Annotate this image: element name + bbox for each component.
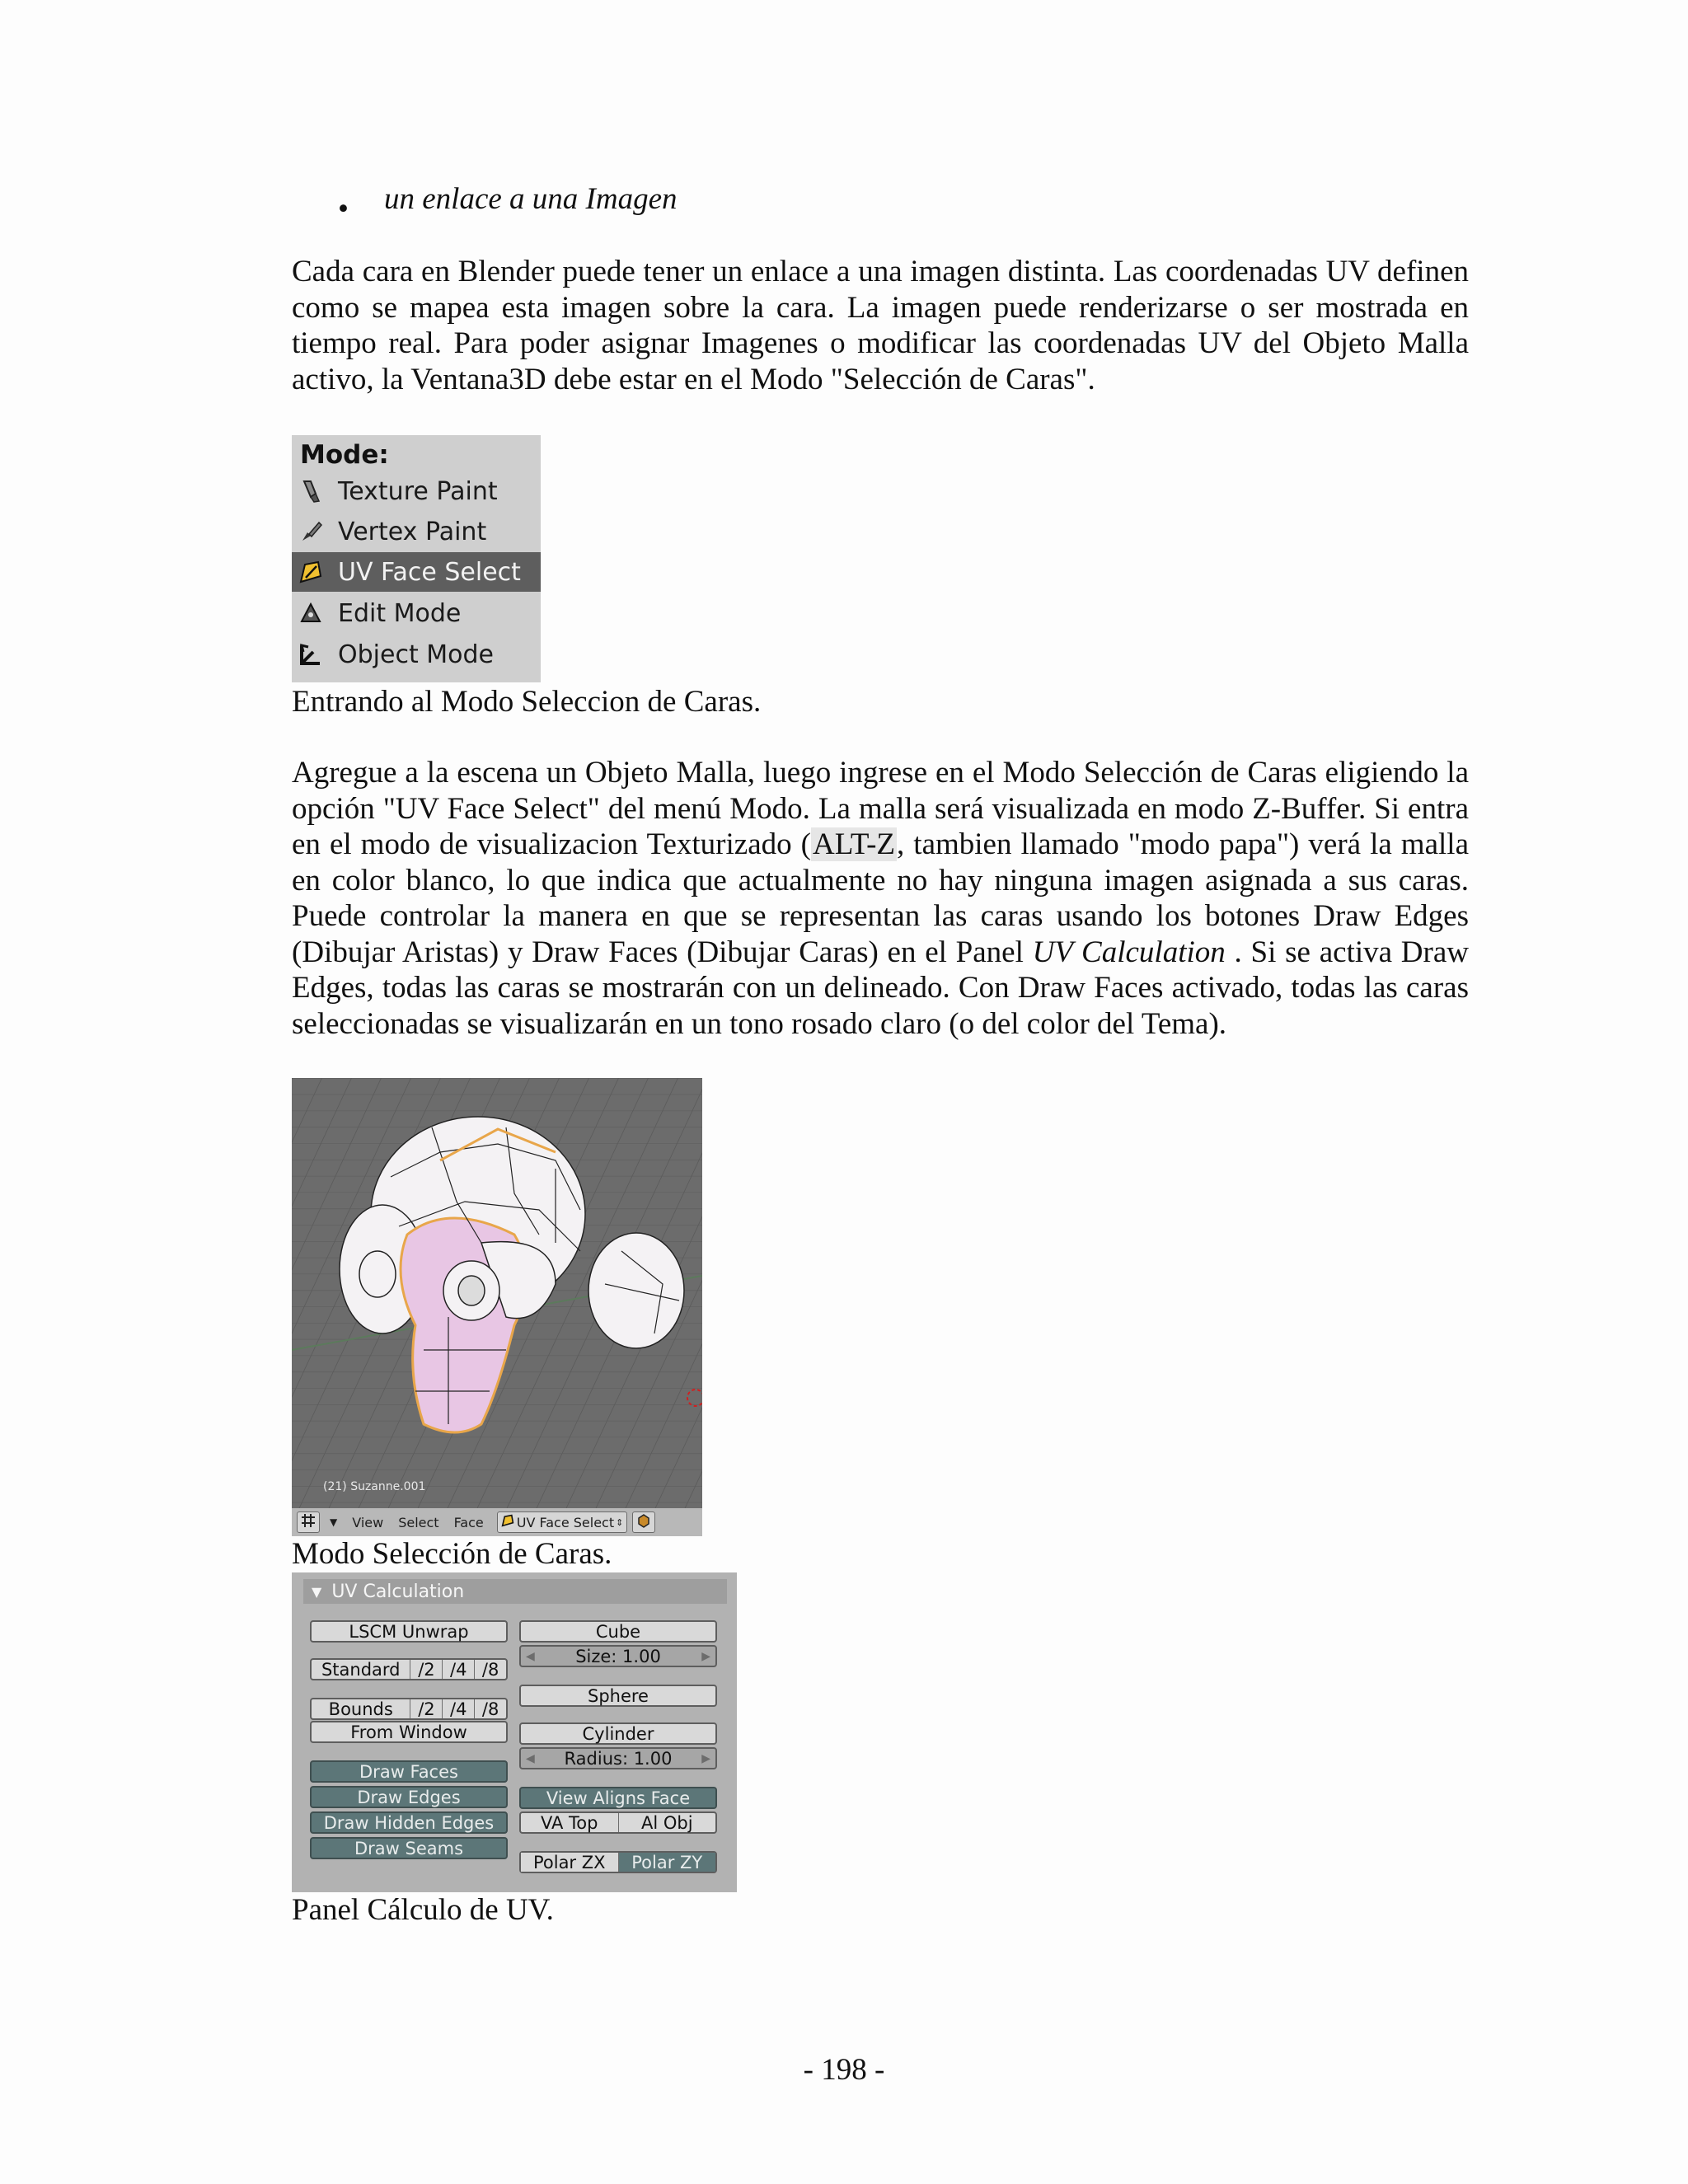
bounds-button-group [310,1698,508,1720]
mode-dropdown[interactable] [497,1511,628,1533]
editor-type-button[interactable] [297,1511,320,1533]
page-number: - 198 - [803,2053,885,2087]
caption-uv-panel: Panel Cálculo de UV. [292,1893,554,1927]
collapse-triangle-icon[interactable]: ▼ [330,1516,338,1528]
standard-button[interactable]: Standard [321,1659,401,1680]
menu-item-uv-face-select[interactable] [292,552,541,592]
bounds-div4-button[interactable]: /4 [442,1699,474,1718]
polar-zx-button[interactable]: Polar ZX [521,1853,618,1872]
bounds-div2-button[interactable]: /2 [410,1699,442,1718]
suzanne-mesh-render [292,1078,702,1508]
increment-arrow-icon[interactable]: ▶ [701,1649,710,1663]
shading-icon [636,1513,651,1531]
cylinder-button[interactable]: Cylinder [519,1722,717,1745]
draw-faces-toggle[interactable]: Draw Faces [310,1760,508,1783]
bullet-text: un enlace a una Imagen [384,182,678,216]
cube-size-value: Size: 1.00 [575,1646,661,1666]
decrement-arrow-icon[interactable]: ◀ [526,1649,535,1663]
view-aligns-face-toggle[interactable]: View Aligns Face [519,1787,717,1809]
draw-seams-toggle[interactable]: Draw Seams [310,1837,508,1859]
draw-type-dropdown[interactable] [632,1511,655,1533]
mode-menu-title: Mode: [300,440,389,470]
panel-header[interactable] [303,1579,727,1604]
standard-button-group [310,1658,508,1680]
al-obj-button[interactable]: Al Obj [618,1813,716,1832]
menu-item-edit-mode[interactable] [292,593,541,633]
menu-item-label: UV Face Select [338,557,521,587]
draw-edges-toggle[interactable]: Draw Edges [310,1786,508,1808]
uv-calculation-panel [292,1572,737,1892]
decrement-arrow-icon[interactable]: ◀ [526,1751,535,1765]
paragraph-text: Agregue a la escena un Objeto Malla, luego ingrese en el Modo Selección de Caras eligiendo la opción "UV Face Select" del menú Modo. La malla será visualizada en modo Z-Buffer. Si entra en el modo de visualizacion Texturizado ( [292,756,1469,861]
standard-div8-button[interactable]: /8 [474,1660,506,1679]
standard-div2-button[interactable]: /2 [410,1660,442,1679]
menu-item-label: Vertex Paint [338,517,487,546]
panel-name-reference: UV Calculation [1032,935,1226,969]
face-menu[interactable]: Face [453,1514,484,1530]
bounds-div8-button[interactable]: /8 [474,1699,506,1718]
paragraph-uv-face-select [292,755,1469,1042]
uv-face-icon [298,560,323,584]
menu-item-label: Texture Paint [338,476,498,506]
paint-icon [298,519,323,544]
menu-item-vertex-paint[interactable] [292,512,541,551]
uv-face-icon [501,1514,514,1530]
lscm-unwrap-button[interactable]: LSCM Unwrap [310,1620,508,1643]
from-window-button[interactable]: From Window [310,1721,508,1743]
viewport-header [292,1508,702,1536]
caption-viewport: Modo Selección de Caras. [292,1537,612,1571]
paragraph-text: . Si se activa Draw Edges, todas las caras se mostrarán con un delineado. Con Draw Faces activado, todas las caras seleccionadas se visualizarán en un tono rosado claro (o del color del Tema). [292,935,1469,1041]
object-icon [298,642,323,667]
dropdown-arrows-icon: ⇕ [616,1516,624,1528]
menu-item-label: Edit Mode [338,598,462,628]
mode-dropdown-label: UV Face Select [516,1514,615,1530]
polar-button-group [519,1851,717,1873]
mode-menu [292,435,541,682]
view-menu[interactable]: View [352,1514,384,1530]
caption-mode-menu: Entrando al Modo Seleccion de Caras. [292,685,762,719]
cube-size-field[interactable] [519,1645,717,1667]
align-button-group [519,1811,717,1834]
collapse-triangle-icon: ▼ [312,1583,322,1600]
grid-icon [301,1513,316,1531]
object-label: (21) Suzanne.001 [323,1480,426,1493]
select-menu[interactable]: Select [398,1514,439,1530]
polar-zy-button[interactable]: Polar ZY [618,1853,716,1872]
menu-item-texture-paint[interactable] [292,471,541,511]
cube-button[interactable]: Cube [519,1620,717,1643]
cylinder-radius-field[interactable] [519,1747,717,1769]
cylinder-radius-value: Radius: 1.00 [564,1748,673,1769]
bounds-button[interactable]: Bounds [328,1699,393,1719]
sphere-button[interactable]: Sphere [519,1685,717,1707]
shortcut-alt-z: ALT-Z [812,827,896,861]
standard-div4-button[interactable]: /4 [442,1660,474,1679]
increment-arrow-icon[interactable]: ▶ [701,1751,710,1765]
paragraph-intro: Cada cara en Blender puede tener un enlace a una imagen distinta. Las coordenadas UV definen como se mapea esta imagen sobre la cara. La imagen puede renderizarse o ser mostrada en tiempo real. Para poder asignar Imagenes o modificar las coordenadas UV del Objeto Malla activo, la Ventana3D debe estar en el Modo "Selección de Caras". [292,255,1469,396]
edit-mesh-icon [298,602,323,625]
menu-item-object-mode[interactable] [292,635,541,674]
panel-title: UV Calculation [331,1581,465,1602]
brush-icon [298,479,323,504]
paragraph-text: , tambien llamado "modo papa") verá la malla en color blanco, lo que indica que actualmente no hay ninguna imagen asignada a sus caras. Puede controlar la manera en que se representan las caras usando los botones Draw Edges (Dibujar Aristas) y Draw Faces (Dibujar Caras) en el Panel [292,827,1469,969]
menu-item-label: Object Mode [338,640,494,669]
bullet-symbol: • [338,192,349,226]
3d-viewport [292,1078,702,1536]
va-top-button[interactable]: VA Top [540,1812,598,1833]
draw-hidden-edges-toggle[interactable]: Draw Hidden Edges [310,1811,508,1834]
